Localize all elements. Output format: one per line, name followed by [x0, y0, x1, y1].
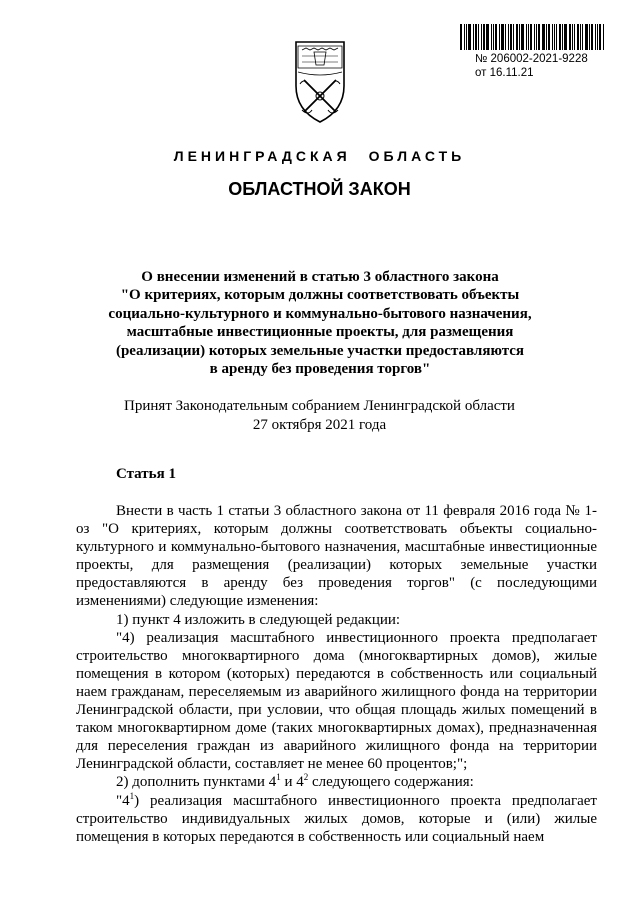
law-subject [90, 268, 550, 378]
subject-line: "О критериях, которым должны соответствовать объекты [120, 287, 520, 304]
paragraph: 1) пункт 4 изложить в следующей редакции: [116, 611, 401, 628]
text-run: ) реализация масштабного инвестиционного проекта предполагает строительство индивидуальных жилых домов, которые и (или) жилые помещения в которых передаются в собственность или социальный наем [76, 792, 597, 845]
barcode [460, 24, 620, 50]
region-word-2: ОБЛАСТЬ [368, 148, 466, 164]
paragraph: "4) реализация масштабного инвестиционного проекта предполагает строительство многоквартирного дома (многоквартирных домов), жилые помещения в котором (которых) передаются в собственность или социальный наем гражданам, переселяемым из аварийного жилищного фонда на территории Ленинградской области, при условии, что общая площадь жилых помещений в таком многоквартирном доме (таких многоквартирных домах), предназначенная для переселения граждан из аварийного жилищного фонда на территории Ленинградской области, составляет не менее 60 процентов;"; [76, 629, 597, 773]
adoption-line: Принят Законодательным собранием Ленинградской области [124, 398, 515, 414]
registration-number: № 206002-2021-9228 [475, 53, 588, 65]
adoption-date: 27 октября 2021 года [252, 417, 387, 433]
adoption-note [60, 397, 579, 435]
subject-line: в аренду без проведения торгов" [209, 361, 431, 378]
paragraph [76, 773, 597, 791]
document-type: ОБЛАСТНОЙ ЗАКОН [228, 179, 411, 199]
paragraph [76, 792, 597, 846]
registration-block [475, 52, 588, 80]
text-run: 2) дополнить пунктами 4 [116, 774, 277, 791]
superscript: 1 [129, 790, 135, 801]
subject-line: (реализации) которых земельные участки предоставляются [115, 342, 525, 359]
superscript: 2 [303, 772, 309, 783]
coat-of-arms-icon [288, 38, 352, 126]
text-run: и 4 [280, 774, 304, 791]
subject-line: О внесении изменений в статью 3 областного закона [141, 269, 499, 285]
subject-line: масштабные инвестиционные проекты, для размещения [126, 324, 514, 341]
subject-line: социально-культурного и коммунально-бытового назначения, [108, 305, 532, 322]
region-name [0, 148, 639, 164]
superscript: 1 [276, 772, 281, 783]
text-run: следующего содержания: [308, 774, 474, 791]
paragraph: Внести в часть 1 статьи 3 областного закона от 11 февраля 2016 года № 1-оз "О критериях, которым должны соответствовать объекты социально-культурного и коммунально-бытового назначения, масштабные инвестиционные проекты, для размещения (реализации) которых земельные участки предоставляются в аренду без проведения торгов" (с последующими изменениями) следующие изменения: [76, 503, 597, 610]
article-heading: Статья 1 [116, 466, 176, 482]
registration-date: от 16.11.21 [475, 67, 534, 79]
text-run: "4 [116, 792, 130, 809]
region-word-1: ЛЕНИНГРАДСКАЯ [173, 148, 351, 164]
article-body [76, 502, 597, 846]
